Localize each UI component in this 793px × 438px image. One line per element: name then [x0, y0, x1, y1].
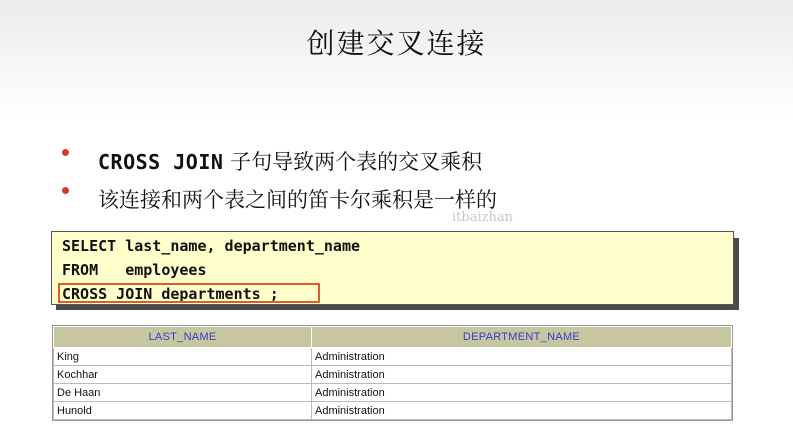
- bullet-item: [62, 180, 497, 218]
- bullet-item: [62, 142, 497, 180]
- watermark: itbaizhan: [452, 210, 513, 225]
- bullet-text: [98, 146, 482, 176]
- bullet-text: [98, 184, 497, 214]
- cell-department-name: Administration: [312, 384, 732, 402]
- cell-last-name: King: [54, 348, 312, 366]
- bullet-dot-icon: [62, 187, 69, 194]
- bottom-fade: [0, 428, 793, 438]
- bullet-keyword: CROSS JOIN: [98, 150, 224, 174]
- code-line-from: FROM employees: [62, 261, 207, 279]
- column-header-last-name: LAST_NAME: [54, 327, 312, 348]
- cross-join-clause: CROSS JOIN departments: [62, 285, 261, 303]
- result-table: [52, 325, 733, 421]
- bullet-description: 子句导致两个表的交叉乘积: [223, 150, 483, 174]
- table-header-row: [54, 327, 732, 348]
- column-header-department-name: DEPARTMENT_NAME: [312, 327, 732, 348]
- bullet-dot-icon: [62, 149, 69, 156]
- cell-last-name: Kochhar: [54, 366, 312, 384]
- cell-department-name: Administration: [312, 366, 732, 384]
- slide-title: 创建交叉连接: [306, 27, 487, 60]
- cell-department-name: Administration: [312, 402, 732, 420]
- bullet-description: 该连接和两个表之间的笛卡尔乘积是一样的: [98, 188, 497, 212]
- cross-join-highlight-frame: [58, 283, 320, 303]
- cell-department-name: Administration: [312, 348, 732, 366]
- statement-terminator: ;: [260, 285, 279, 303]
- table-row: [54, 348, 732, 366]
- cell-last-name: Hunold: [54, 402, 312, 420]
- table-row: [54, 402, 732, 420]
- sql-code-box: [51, 231, 734, 305]
- bullet-list: [62, 142, 497, 218]
- table-row: [54, 366, 732, 384]
- code-line-select: SELECT last_name, department_name: [62, 237, 361, 255]
- cell-last-name: De Haan: [54, 384, 312, 402]
- table-row: [54, 384, 732, 402]
